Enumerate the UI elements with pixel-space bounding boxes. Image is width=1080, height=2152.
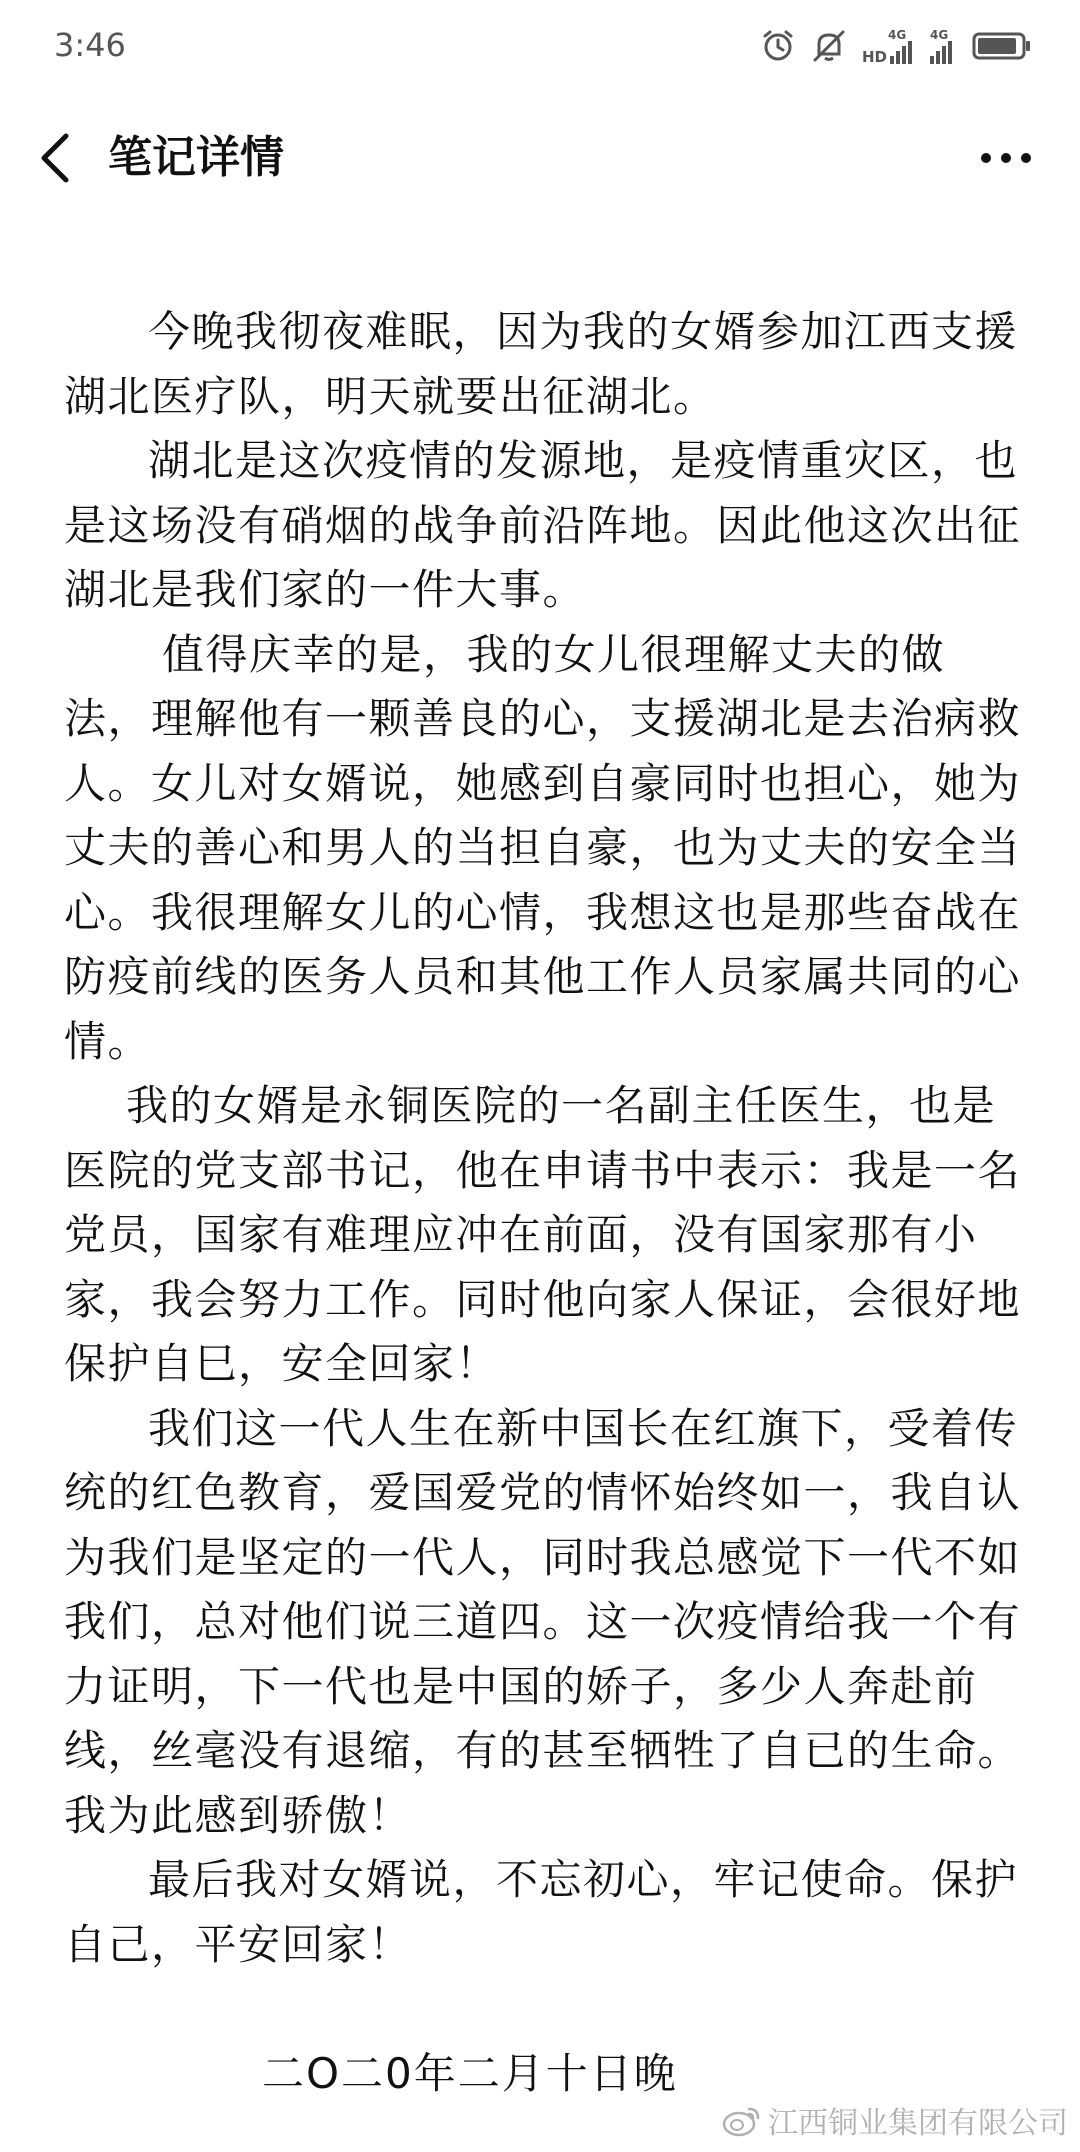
note-paragraph-5: 我们这一代人生在新中国长在红旗下，受着传统的红色教育，爱国爱党的情怀始终如一，我自认为我们是坚定的一代人，同时我总感觉下一代不如我们，总对他们说三道四。这一次疫情给我一个有力证明，下一代也是中国的娇子，多少人奔赴前线，丝毫没有退缩，有的甚至牺牲了自已的生命。我为此感到骄傲！ [64,1403,1022,1840]
hd-signal-icon [862,26,914,66]
note-date: 二O二0年二月十日晚 [262,2049,678,2098]
app-header [0,110,1080,206]
alarm-icon [760,28,796,64]
battery-icon [972,31,1032,61]
status-icons [760,22,1032,70]
status-bar [0,0,1080,92]
note-paragraph-1: 今晚我彻夜难眠，因为我的女婿参加江西支援湖北医疗队，明天就要出征湖北。 [64,307,1019,421]
weibo-logo-icon [722,2103,762,2137]
signal-icon [928,26,958,66]
chevron-left-icon[interactable] [36,132,76,184]
note-paragraph-2: 湖北是这次疫情的发源地，是疫情重灾区，也是这场没有硝烟的战争前沿阵地。因此他这次出征湖北是我们家的一件大事。 [64,436,1022,614]
note-paragraph-6: 最后我对女婿说，不忘初心，牢记使命。保护自己，平安回家！ [64,1855,1019,1969]
page-title: 笔记详情 [108,132,284,183]
more-dots-icon[interactable] [978,146,1034,170]
network-4g-label-2: 4G [930,28,949,42]
network-4g-label-1: 4G [888,28,907,42]
status-time: 3:46 [54,26,126,64]
mute-icon [810,28,848,64]
watermark-text: 江西铜业集团有限公司 [768,2106,1068,2141]
note-paragraph-4: 我的女婿是永铜医院的一名副主任医生，也是医院的党支部书记，他在申请书中表示：我是一名党员，国家有难理应冲在前面，没有国家那有小家，我会努力工作。同时他向家人保证，会很好地保护自巳，安全回家！ [64,1081,1022,1388]
hd-label: HD [862,48,888,66]
note-paragraph-3: 值得庆幸的是，我的女儿很理解丈夫的做法，理解他有一颗善良的心，支援湖北是去治病救人。女儿对女婿说，她感到自豪同时也担心，她为丈夫的善心和男人的当担自豪，也为丈夫的安全当心。我很理解女儿的心情，我想这也是那些奋战在防疫前线的医务人员和其他工作人员家属共同的心情。 [64,629,1022,1066]
note-body [64,300,1024,1977]
watermark [722,2098,1068,2142]
